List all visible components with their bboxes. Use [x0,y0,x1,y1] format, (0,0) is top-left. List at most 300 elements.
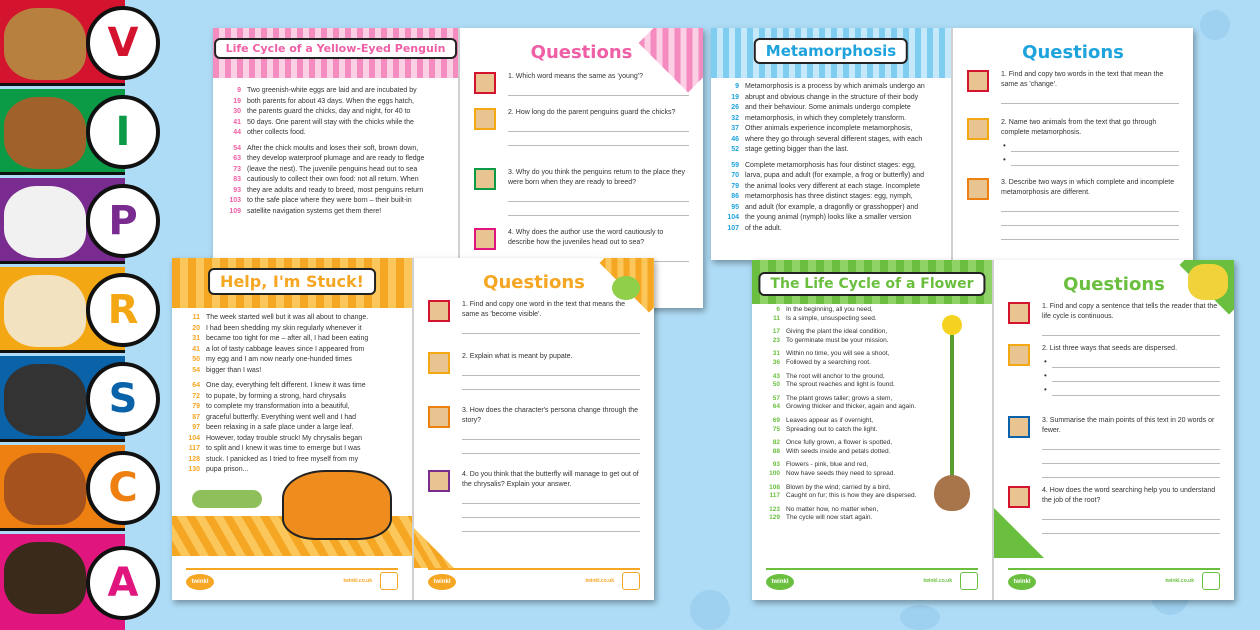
passage-line [764,506,922,515]
answer-bullet-line[interactable] [1052,382,1220,396]
line-text: other collects food. [247,129,306,136]
passage-text [764,306,922,523]
passage-line [764,492,922,501]
question-text: 2. Explain what is meant by pupate. [462,353,573,360]
passage-text [723,82,941,234]
dog-avatar-icon [1008,302,1030,324]
caterpillar-illustration [192,490,262,508]
footer-link[interactable]: twinkl.co.uk [585,578,614,584]
worksheet-metamorphosis [711,28,1193,260]
passage-line [723,124,941,135]
paw-print-decoration [690,590,730,630]
line-number: 31 [772,350,780,358]
answer-line[interactable] [508,118,689,132]
passage-line [723,182,941,193]
answer-line[interactable] [1042,322,1220,336]
line-number: 83 [233,176,241,183]
dog-icon [4,364,86,436]
dog-avatar-icon [428,470,450,492]
line-number: 79 [731,182,739,190]
line-text: Complete metamorphosis has four distinct stages: egg, [745,161,916,169]
answer-bullet-line[interactable] [1011,152,1179,166]
passage-line [764,381,922,390]
line-text: The sprout reaches and light is found. [786,381,895,389]
line-text: To germinate must be your mission. [786,336,889,344]
line-number: 26 [731,104,739,111]
line-text: cautiously to collect their own food: not all return. When [247,176,419,183]
vipers-letter-r: R [86,273,160,347]
passage-line [723,213,941,224]
passage-line [184,402,402,413]
line-text: and their behaviour. Some animals undergo complete [745,104,911,111]
line-text: Caught on fur; this is how they are dispersed. [786,492,917,500]
line-number: 128 [188,455,200,463]
dog-avatar-icon [1008,486,1030,508]
line-number: 59 [731,161,739,169]
answer-line[interactable] [508,132,689,146]
line-number: 64 [772,403,780,411]
passage-line [764,448,922,457]
vipers-row-s [0,356,138,442]
passage-line [184,434,402,445]
passage-line [723,93,941,104]
answer-line[interactable] [462,440,640,454]
line-text: Giving the plant the ideal condition, [786,328,888,336]
line-text: Now have seeds they need to spread. [786,469,896,477]
line-number: 88 [772,447,780,455]
passage-line [184,413,402,424]
title-banner [172,258,412,308]
passage-line [184,345,402,356]
question-text: 3. Describe two ways in which complete and incomplete metamorphosis are different. [1001,179,1175,196]
line-text: Is a simple, unsuspecting seed. [786,314,877,322]
line-number: 9 [237,87,241,94]
twinkl-logo: twinkl [428,574,456,590]
passage-line [184,355,402,366]
line-number: 50 [772,381,780,389]
questions-title: Questions [1022,42,1124,63]
dog-icon [4,186,86,258]
line-number: 108 [769,483,780,491]
line-text: to complete my transformation into a beautiful, [206,403,350,410]
text-page [711,28,951,260]
passage-line [225,196,448,207]
question-text: 4. Why does the author use the word cautiously to describe how the juveniles head out to sea? [508,229,664,246]
dog-icon [4,275,86,347]
line-number: 123 [769,505,780,513]
line-text: Flowers - pink, blue and red, [786,461,869,469]
question-item [474,72,689,96]
paw-print-decoration [1200,10,1230,40]
passage-line [723,145,941,156]
footer [428,568,640,590]
line-number: 57 [772,394,780,402]
passage-line [225,97,448,108]
passage-line [723,135,941,146]
passage-line [184,324,402,335]
twinkl-logo: twinkl [1008,574,1036,590]
line-text: stage getting bigger than the last. [745,146,849,153]
question-item [1008,344,1220,396]
line-text: satellite navigation systems get them there! [247,207,382,215]
line-number: 37 [731,125,739,132]
line-text: The week started well but it was all about to change. [206,314,369,321]
title-banner [213,28,458,78]
passage-line [764,417,922,426]
line-number: 63 [233,155,241,162]
line-number: 117 [188,445,200,452]
line-number: 100 [769,469,780,477]
line-number: 11 [192,314,200,321]
questions-page [994,260,1234,600]
passage-line [764,461,922,470]
passage-line [184,392,402,403]
line-number: 23 [772,336,780,344]
line-text: of the adult. [745,224,782,232]
line-text: Spreading out to catch the light. [786,425,878,433]
answer-line[interactable] [1001,226,1179,240]
passage-line [764,395,922,404]
line-text: Once fully grown, a flower is spotted, [786,439,893,447]
passage-line [225,107,448,118]
line-number: 82 [772,439,780,447]
question-item [474,168,689,216]
line-text: (leave the nest). The juvenile penguins head out to sea [247,165,418,173]
vipers-row-a [0,534,139,630]
questions-page [953,28,1193,260]
vipers-row-p [0,178,138,264]
answer-line[interactable] [1042,520,1220,534]
footer-link[interactable]: twinkl.co.uk [923,578,952,584]
line-text: the animal looks very different at each stage. Incomplete [745,182,920,190]
worksheet-title: Metamorphosis [754,38,908,64]
line-number: 69 [772,416,780,424]
passage-line [225,186,448,197]
twinkl-logo: twinkl [186,574,214,590]
footer [1008,568,1220,590]
line-number: 72 [192,392,200,400]
line-text: my egg and I am now nearly one-hunded times [206,356,352,363]
line-text: Leaves appear as if overnight, [786,416,874,424]
dog-avatar-icon [1008,344,1030,366]
answer-line[interactable] [462,426,640,440]
passage-line [225,128,448,139]
footer [186,568,398,590]
line-text: After the chick moults and loses their soft, brown down, [247,144,419,152]
badge-icon [622,572,640,590]
passage-line [764,359,922,368]
dog-icon [4,97,86,169]
worksheet-life-cycle-flower [752,260,1234,600]
passage-line [764,373,922,382]
line-number: 46 [731,135,739,143]
butterfly-illustration [282,470,392,540]
question-text: 2. Name two animals from the text that go through complete metamorphosis. [1001,119,1157,136]
daffodil-stem-illustration [950,335,954,485]
line-number: 20 [192,324,200,332]
answer-line[interactable] [508,188,689,202]
question-text: 1. Find and copy a sentence that tells the reader that the life cycle is continuous. [1042,303,1218,320]
vipers-letter-p: P [86,184,160,258]
dog-icon [4,8,86,80]
line-text: larva, pupa and adult (for example, a frog or butterfly) and [745,172,924,179]
vipers-row-v [0,0,139,86]
question-text: 1. Which word means the same as 'young'? [508,73,643,80]
line-text: both parents for about 43 days. When the eggs hatch, [247,97,414,105]
passage-line [764,315,922,324]
passage-line [764,350,922,359]
line-text: and adult (for example, a dragonfly or grasshopper) and [745,203,919,211]
vipers-letter-s: S [86,362,160,436]
line-number: 6 [776,306,780,313]
dog-avatar-icon [428,352,450,374]
badge-icon [1202,572,1220,590]
passage-line [184,366,402,377]
line-number: 75 [772,425,780,433]
text-page [172,258,412,600]
passage-line [184,444,402,455]
line-number: 64 [192,382,200,389]
badge-icon [960,572,978,590]
line-text: been relaxing in a safe place under a large leaf. [206,424,354,431]
question-text: 3. Summarise the main points of this text in 20 words or fewer. [1042,417,1215,434]
passage-line [225,86,448,97]
dog-avatar-icon [428,406,450,428]
line-number: 54 [192,366,200,374]
answer-line[interactable] [1001,90,1179,104]
dog-avatar-icon [967,70,989,92]
line-text: metamorphosis has three distinct stages: egg, nymph, [745,193,913,200]
question-item [428,406,640,454]
badge-icon [380,572,398,590]
passage-line [225,144,448,155]
footer [766,568,978,590]
line-number: 93 [233,186,241,194]
vipers-letter-i: I [86,95,160,169]
passage-line [225,154,448,165]
worksheet-title: The Life Cycle of a Flower [758,272,985,296]
answer-bullet-line[interactable] [1052,368,1220,382]
passage-line [184,334,402,345]
dog-avatar-icon [967,178,989,200]
line-text: Metamorphosis is a process by which animals undergo an [745,83,925,90]
question-item [967,178,1179,240]
question-item [428,352,640,390]
passage-line [764,514,922,523]
dog-icon [4,542,86,614]
vipers-strip [0,0,139,630]
passage-line [764,328,922,337]
text-page [752,260,992,600]
line-text: pupa prison... [206,466,249,473]
passage-line [764,426,922,435]
line-number: 87 [192,413,200,421]
dog-icon [4,453,86,525]
paw-print-decoration [900,605,940,630]
passage-line [225,165,448,176]
line-number: 19 [233,97,241,105]
passage-line [723,114,941,125]
dog-avatar-icon [474,228,496,250]
line-text: No matter how, no matter when, [786,505,879,513]
answer-bullet-line[interactable] [1052,354,1220,368]
vipers-row-c [0,445,138,531]
line-number: 50 [192,356,200,363]
line-text: to split and I knew it was time to emerge but I was [206,445,361,452]
vipers-letter-v: V [86,6,160,80]
title-banner [752,260,992,304]
questions-title: Questions [530,42,633,63]
line-number: 54 [233,144,241,152]
daffodil-flower-illustration [942,315,962,335]
passage-line [225,207,448,218]
question-text: 2. List three ways that seeds are dispersed. [1042,345,1178,352]
line-text: graceful butterfly. Everything went well and I had [206,413,357,421]
vipers-row-i [0,89,131,175]
answer-line[interactable] [462,362,640,376]
line-text: In the beginning, all you need, [786,306,873,313]
line-number: 73 [233,165,241,173]
line-text: The cycle will now start again. [786,514,873,522]
line-text: the young animal (nymph) looks like a smaller version [745,214,912,221]
line-number: 107 [727,224,739,232]
answer-line[interactable] [462,490,640,504]
line-number: 130 [188,466,200,473]
question-item [967,118,1179,166]
line-text: a lot of tasty cabbage leaves since I appeared from [206,345,365,353]
line-text: to the safe place where they were born – their built-in [247,197,412,204]
answer-line[interactable] [462,504,640,518]
footer-link[interactable]: twinkl.co.uk [1165,578,1194,584]
passage-line [764,470,922,479]
line-number: 95 [731,203,739,211]
line-number: 52 [731,146,739,153]
line-number: 86 [731,193,739,200]
answer-line[interactable] [1001,212,1179,226]
answer-line[interactable] [462,518,640,532]
line-number: 129 [769,514,780,522]
dog-avatar-icon [474,168,496,190]
worksheet-title: Life Cycle of a Yellow-Eyed Penguin [214,38,458,59]
answer-line[interactable] [508,82,689,96]
passage-line [184,455,402,466]
line-text: Blown by the wind; carried by a bird, [786,483,891,491]
passage-line [723,192,941,203]
twinkl-logo: twinkl [766,574,794,590]
line-number: 79 [192,403,200,410]
question-text: 4. Do you think that the butterfly will manage to get out of the chrysalis? Explain your answer. [462,471,639,488]
passage-line [184,423,402,434]
answer-line[interactable] [1042,450,1220,464]
question-item [1008,486,1220,534]
answer-line[interactable] [508,202,689,216]
line-text: However, today trouble struck! My chrysalis began [206,434,363,442]
line-text: bigger than I was! [206,366,262,374]
line-number: 36 [772,358,780,366]
line-number: 32 [731,114,739,122]
line-text: I had been shedding my skin regularly whenever it [206,324,362,332]
line-number: 17 [772,328,780,336]
dog-avatar-icon [474,72,496,94]
footer-link[interactable]: twinkl.co.uk [343,578,372,584]
line-number: 93 [772,461,780,469]
passage-line [225,175,448,186]
line-number: 41 [192,345,200,353]
worksheet-help-im-stuck [172,258,654,600]
answer-line[interactable] [1042,506,1220,520]
passage-line [723,161,941,172]
line-number: 44 [233,129,241,136]
question-item [428,300,640,334]
line-number: 31 [192,335,200,342]
answer-line[interactable] [1001,198,1179,212]
question-item [474,228,689,262]
corner-decoration [414,528,454,568]
answer-line[interactable] [462,376,640,390]
line-text: Followed by a searching root. [786,358,871,366]
passage-line [723,224,941,235]
passage-line [723,203,941,214]
questions-title: Questions [1063,274,1165,295]
line-number: 117 [769,492,780,500]
question-text: 2. How long do the parent penguins guard the chicks? [508,109,676,116]
line-number: 19 [731,93,739,101]
line-text: The plant grows taller; grows a stem, [786,394,893,402]
line-number: 97 [192,424,200,431]
line-text: they are adults and ready to breed, most penguins return [247,186,424,194]
question-item [1008,416,1220,478]
question-text: 3. How does the character's persona change through the story? [462,407,639,424]
passage-line [764,403,922,412]
line-text: became too tight for me – after all, I had been eating [206,335,369,342]
answer-line[interactable] [1042,436,1220,450]
vipers-letter-c: C [86,451,160,525]
worksheet-title: Help, I'm Stuck! [208,268,376,295]
answer-line[interactable] [1042,464,1220,478]
passage-line [184,313,402,324]
line-text: Within no time, you will see a shoot, [786,350,890,358]
line-text: The root will anchor to the ground, [786,372,885,380]
line-text: Growing thicker and thicker, again and again. [786,403,917,411]
passage-line [184,381,402,392]
question-text: 1. Find and copy two words in the text that mean the same as 'change'. [1001,71,1164,88]
vipers-letter-a: A [86,546,160,620]
questions-title: Questions [483,272,585,293]
line-number: 103 [229,197,241,204]
dog-avatar-icon [428,300,450,322]
line-text: One day, everything felt different. I knew it was time [206,382,366,389]
title-banner [711,28,951,78]
line-text: With seeds inside and petals dotted. [786,447,891,455]
line-number: 109 [229,207,241,215]
line-text: Two greenish-white eggs are laid and are incubated by [247,87,417,94]
answer-line[interactable] [462,320,640,334]
passage-line [764,484,922,493]
line-text: abrupt and obvious change in the structure of their body [745,93,919,101]
passage-text [225,86,448,217]
passage-line [723,103,941,114]
question-text: 1. Find and copy one word in the text that means the same as 'become visible'. [462,301,626,318]
line-number: 43 [772,372,780,380]
line-number: 104 [188,434,200,442]
question-text: 4. How does the word searching help you to understand the job of the root? [1042,487,1216,504]
dog-avatar-icon [474,108,496,130]
question-text: 3. Why do you think the penguins return to the place they were born when they are ready to breed? [508,169,686,186]
passage-text [184,313,402,476]
passage-line [764,439,922,448]
line-number: 41 [233,118,241,126]
answer-bullet-line[interactable] [1011,138,1179,152]
